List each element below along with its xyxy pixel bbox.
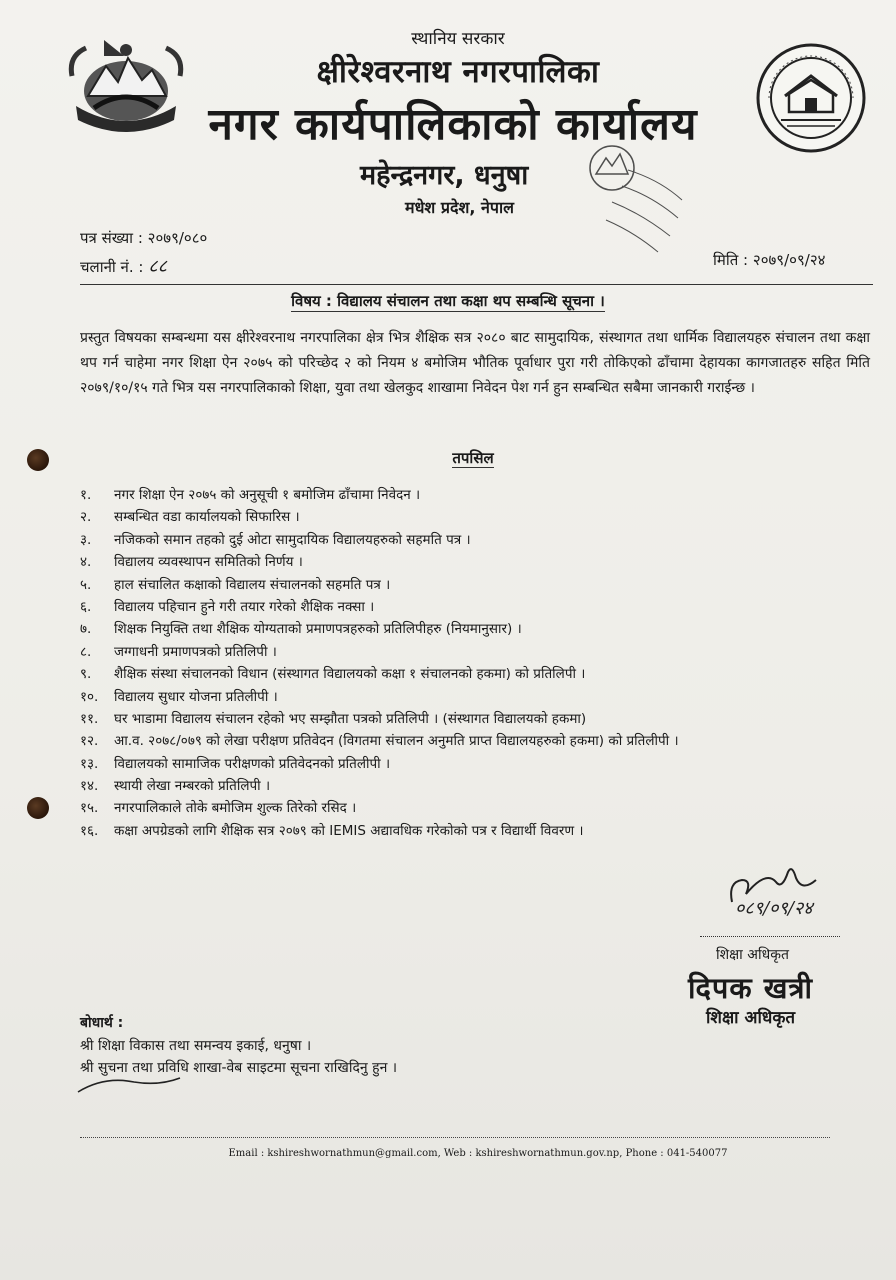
- footer-contact: Email : kshireshwornathmun@gmail.com, Web : kshireshwornathmun.gov.np, Phone : 041-540077: [228, 1148, 728, 1159]
- office-province: मधेश प्रदेश, नेपाल: [405, 198, 514, 217]
- office-city: महेन्द्रनगर, धनुषा: [360, 160, 529, 191]
- list-item: [80, 596, 870, 618]
- list-item-number: १०.: [80, 688, 99, 705]
- punch-hole: [27, 797, 49, 819]
- list-item: [80, 574, 870, 596]
- list-item-number: ३.: [80, 531, 92, 548]
- list-item: [80, 618, 870, 640]
- header-divider: [80, 284, 873, 285]
- list-item: [80, 820, 870, 842]
- list-item-number: ४.: [80, 554, 92, 571]
- cc-recipient: श्री सुचना तथा प्रविधि शाखा-वेब साइटमा सूचना राखिदिनु हुन ।: [80, 1060, 398, 1076]
- details-title: तपसिल: [452, 449, 494, 467]
- list-item-number: १३.: [80, 755, 99, 772]
- list-item-text: विद्यालयको सामाजिक परीक्षणको प्रतिवेदनको प्रतिलीपी ।: [114, 755, 391, 772]
- list-item-text: आ.व. २०७८/०७९ को लेखा परीक्षण प्रतिवेदन (विगतमा संचालन अनुमति प्राप्त विद्यालयहरुको हकमा) को प्रतिलीपी ।: [114, 733, 679, 750]
- dispatch-number-value: ८८: [148, 256, 167, 277]
- footer-divider: [80, 1137, 830, 1138]
- punch-hole: [27, 449, 49, 471]
- body-paragraph: प्रस्तुत विषयका सम्बन्धमा यस क्षीरेश्वरनाथ नगरपालिका क्षेत्र भित्र शैक्षिक सत्र २०८० बाट सामुदायिक, संस्थागत तथा धार्मिक विद्यालयहरु संचालन तथा कक्षा थप गर्न चाहेमा नगर शिक्षा ऐन २०७५ को परिच्छेद २ को नियम ४ बमोजिम भौतिक पूर्वाधार पुरा गरी तोकिएको ढाँचामा देहायका कागजातहरु सहित मिति २०७९/१०/१५ गते भित्र यस नगरपालिकाको शिक्षा, युवा तथा खेलकुद शाखामा निवेदन पेश गर्न हुन सम्बन्धित सबैमा जानकारी गराईन्छ ।: [80, 330, 870, 396]
- list-item-text: शैक्षिक संस्था संचालनको विधान (संस्थागत विद्यालयको कक्षा १ संचालनको हकमा) को प्रतिलिपी ।: [114, 666, 586, 683]
- list-item-number: १.: [80, 487, 92, 503]
- list-item: [80, 753, 870, 775]
- office-stamp-icon: [582, 140, 692, 255]
- list-item: [80, 641, 870, 663]
- list-item-number: १२.: [80, 733, 99, 750]
- dispatch-number-label: चलानी नं. :: [80, 258, 144, 276]
- signature-line: [700, 936, 840, 937]
- list-item-number: ८.: [80, 643, 92, 660]
- list-item-number: ६.: [80, 598, 92, 615]
- officer-name-stamp: दिपक खत्री: [688, 971, 813, 1005]
- letter-date-value: २०७९/०९/२४: [752, 251, 826, 269]
- municipality-name: क्षीरेश्वरनाथ नगरपालिका: [316, 54, 600, 90]
- list-item-number: ११.: [80, 710, 99, 727]
- list-item-text: घर भाडामा विद्यालय संचालन रहेको भए सम्झौता पत्रको प्रतिलिपी । (संस्थागत विद्यालयको हकमा): [114, 710, 587, 727]
- list-item-text: स्थायी लेखा नम्बरको प्रतिलिपी ।: [114, 778, 271, 795]
- office-title: नगर कार्यपालिकाको कार्यालय: [208, 99, 698, 150]
- letter-number-label: पत्र संख्या :: [80, 229, 143, 247]
- letter-number: [80, 228, 207, 248]
- officer-designation: शिक्षा अधिकृत: [716, 947, 789, 963]
- list-item-text: विद्यालय सुधार योजना प्रतिलीपी ।: [114, 688, 278, 705]
- requirements-list: [80, 484, 870, 842]
- list-item-text: सम्बन्धित वडा कार्यालयको सिफारिस ।: [114, 509, 300, 526]
- list-item-number: १६.: [80, 822, 99, 839]
- list-item: [80, 686, 870, 708]
- list-item: [80, 551, 870, 573]
- list-item-number: ५.: [80, 576, 92, 593]
- list-item-text: नगरपालिकाले तोके बमोजिम शुल्क तिरेको रसिद ।: [114, 800, 357, 817]
- list-item-text: जग्गाधनी प्रमाणपत्रको प्रतिलिपी ।: [114, 643, 277, 660]
- cc-recipient: श्री शिक्षा विकास तथा समन्वय इकाई, धनुषा ।: [80, 1038, 312, 1054]
- local-government-label: स्थानिय सरकार: [411, 29, 505, 49]
- list-item: [80, 708, 870, 730]
- subject-line: [0, 291, 896, 311]
- list-item-number: १४.: [80, 778, 99, 795]
- list-item-number: ९.: [80, 666, 92, 683]
- list-item: [80, 529, 870, 551]
- list-item: [80, 484, 870, 506]
- dispatch-number: [80, 254, 167, 278]
- list-item-number: १५.: [80, 800, 99, 817]
- letter-number-value: २०७९/०८०: [147, 229, 208, 247]
- list-item-text: कक्षा अपग्रेडको लागि शैक्षिक सत्र २०७९ को IEMIS अद्यावधिक गरेकोको पत्र र विद्यार्थी विवरण ।: [114, 822, 584, 839]
- subject-text: विषय : विद्यालय संचालन तथा कक्षा थप सम्बन्धि सूचना ।: [291, 292, 605, 310]
- list-item: [80, 506, 870, 528]
- list-item-text: नजिकको समान तहको दुई ओटा सामुदायिक विद्यालयहरुको सहमति पत्र ।: [114, 531, 471, 548]
- list-item-text: हाल संचालित कक्षाको विद्यालय संचालनको सहमति पत्र ।: [114, 576, 391, 593]
- officer-title-stamp: शिक्षा अधिकृत: [706, 1008, 796, 1028]
- list-item-number: २.: [80, 509, 92, 526]
- signature-date: ०८९/०९/२४: [735, 898, 813, 919]
- list-item-text: शिक्षक नियुक्ति तथा शैक्षिक योग्यताको प्रमाणपत्रहरुको प्रतिलिपीहरु (नियमानुसार) ।: [114, 621, 522, 638]
- list-item: [80, 663, 870, 685]
- list-item-number: ७.: [80, 621, 92, 638]
- letter-date: [713, 250, 825, 270]
- details-heading: [0, 448, 896, 468]
- list-item-text: विद्यालय पहिचान हुने गरी तयार गरेको शैक्षिक नक्सा ।: [114, 598, 375, 615]
- list-item: [80, 775, 870, 797]
- cc-label: बोधार्थ :: [80, 1015, 124, 1031]
- list-item-text: नगर शिक्षा ऐन २०७५ को अनुसूची १ बमोजिम ढाँचामा निवेदन ।: [114, 487, 421, 503]
- letter-date-label: मिति :: [713, 251, 749, 269]
- list-item: [80, 797, 870, 819]
- list-item-text: विद्यालय व्यवस्थापन समितिको निर्णय ।: [114, 554, 303, 571]
- pen-underline-icon: [74, 1070, 184, 1100]
- list-item: [80, 730, 870, 752]
